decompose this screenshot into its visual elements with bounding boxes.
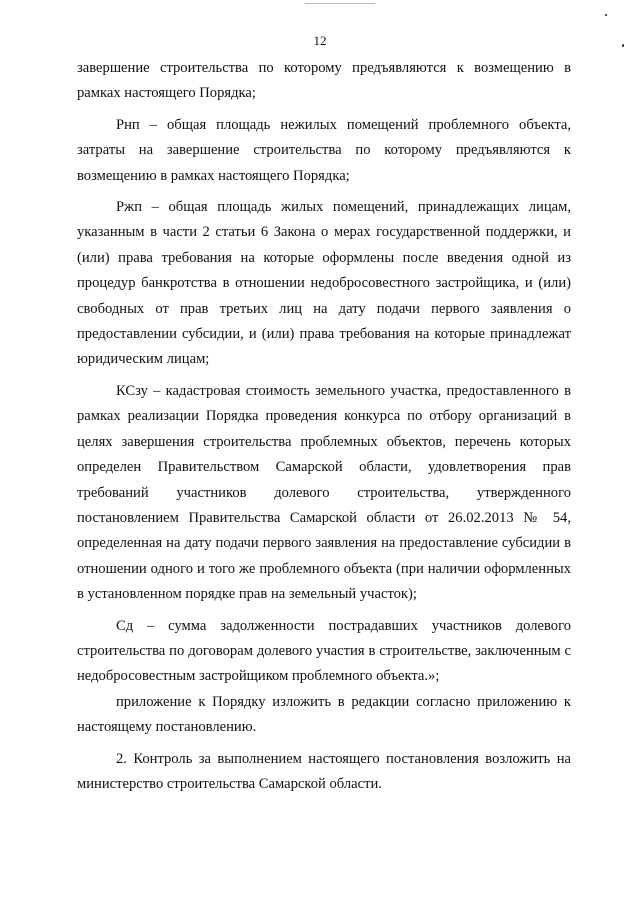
paragraph-appendix: приложение к Порядку изложить в редакции согласно приложению к настоящему постановлению. <box>77 693 571 736</box>
paragraph-continuation: завершение строительства по которому предъявляются к возмещению в рамках настоящего Порядка; <box>77 60 571 102</box>
paragraph-control: 2. Контроль за выполнением настоящего постановления возложить на министерство строительства Самарской области. <box>77 750 571 792</box>
scan-artifact-line <box>305 3 375 4</box>
scan-artifact-dot <box>605 14 607 16</box>
paragraph-rzhp: Ржп – общая площадь жилых помещений, принадлежащих лицам, указанным в части 2 статьи 6 Закона о мерах государственной поддержки, и (или) права требования на которые оформлены после введения одной из процедур банкротства в отношении недобросовестного застройщика, и (или) свободных от прав третьих лиц на дату подачи первого заявления о предоставлении субсидии, и (или) права требования на которые принадлежат юридическим лицам; <box>77 199 571 368</box>
document-body <box>77 56 571 797</box>
paragraph-kszu: КСзу – кадастровая стоимость земельного участка, предоставленного в рамках реализации Порядка проведения конкурса по отбору организаций в целях завершения строительства проблемных объектов, перечень которых определен Правительством Самарской области, удовлетворения прав требований участников долевого строительства, утвержденного постановлением Правительства Самарской области от 26.02.2013 № 54, определенная на дату подачи первого заявления на предоставление субсидии в отношении одного и того же проблемного объекта (при наличии оформленных в установленном порядке прав на земельный участок); <box>77 382 571 603</box>
paragraph-rnp: Рнп – общая площадь нежилых помещений проблемного объекта, затраты на завершение строительства по которому предъявляются к возмещению в рамках настоящего Порядка; <box>77 116 571 184</box>
page-number: 12 <box>313 33 327 48</box>
paragraph-sd: Сд – сумма задолженности пострадавших участников долевого строительства по договорам долевого участия в строительстве, заключенным с недобросовестным застройщиком проблемного объекта.»; <box>77 617 571 685</box>
